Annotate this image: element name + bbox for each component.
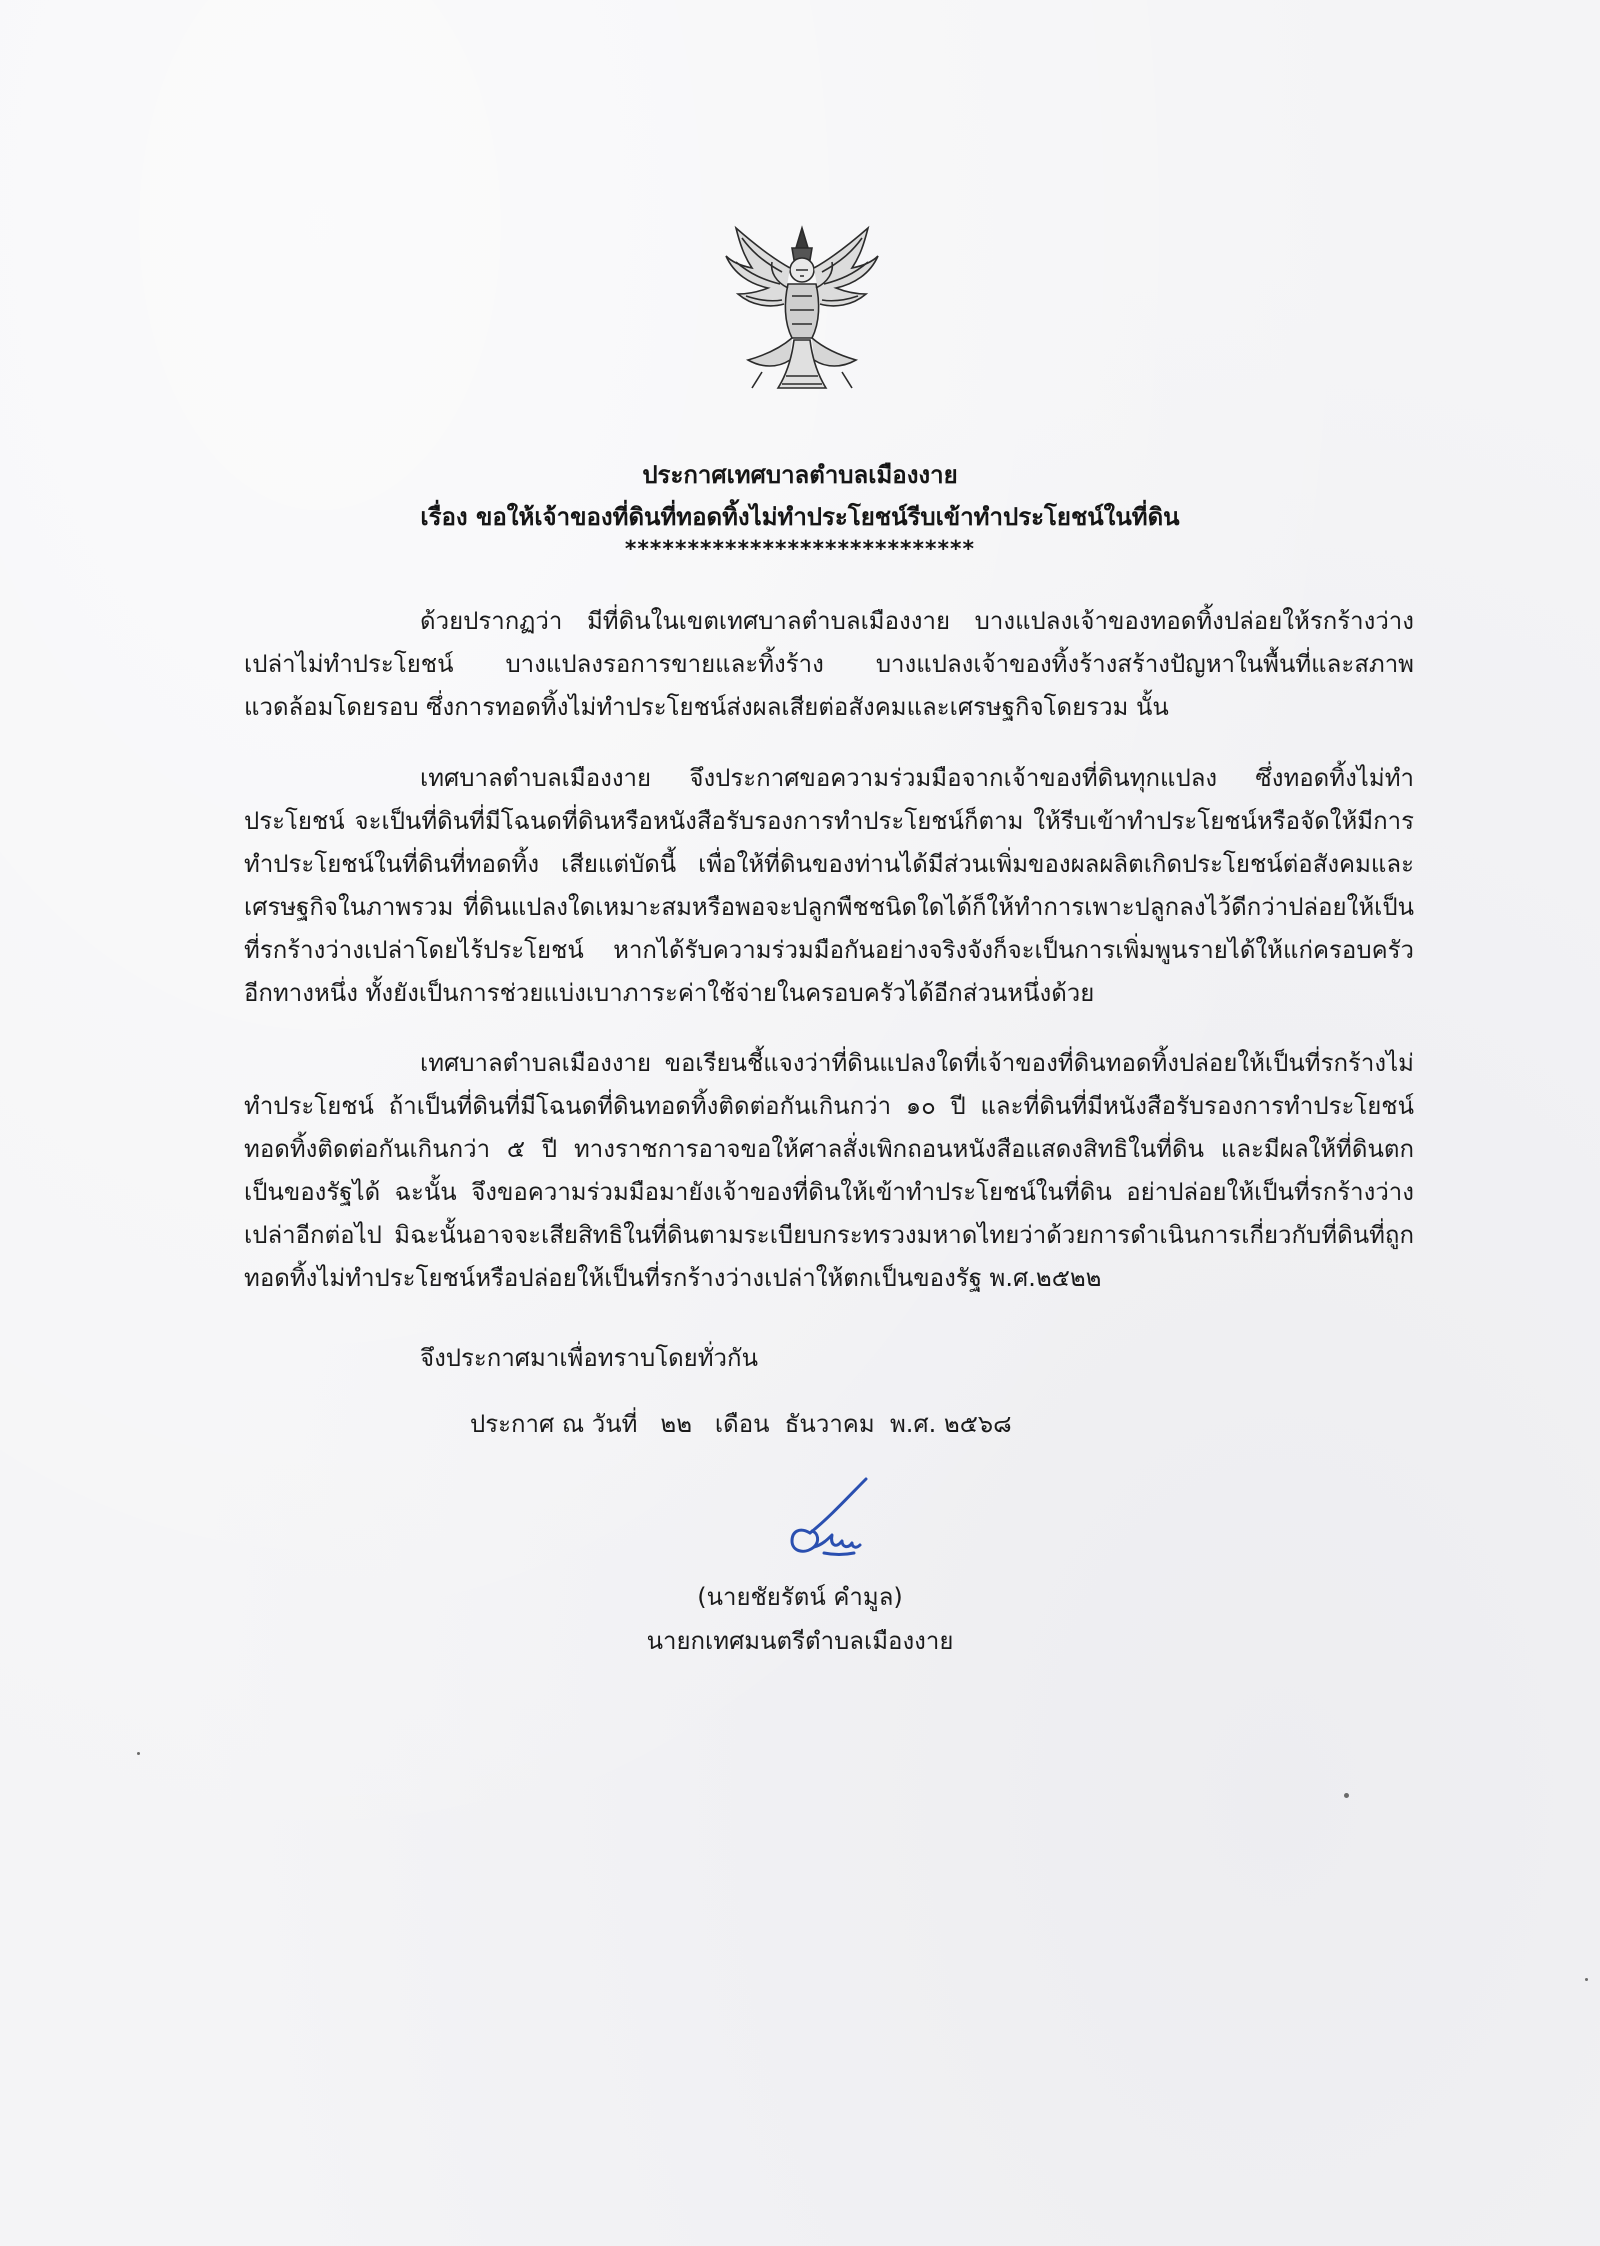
date-year-label: พ.ศ.	[889, 1410, 937, 1438]
signer-position: นายกเทศมนตรีตำบลเมืองงาย	[646, 1627, 954, 1655]
announcement-subject: เรื่อง ขอให้เจ้าของที่ดินที่ทอดทิ้งไม่ทำประโยชน์รีบเข้าทำประโยชน์ในที่ดิน	[420, 503, 1180, 531]
closing-line: จึงประกาศมาเพื่อทราบโดยทั่วกัน	[420, 1344, 758, 1372]
announcement-title: ประกาศเทศบาลตำบลเมืองงาย	[642, 461, 958, 489]
date-month-label: เดือน	[714, 1410, 770, 1438]
body-paragraph-2: เทศบาลตำบลเมืองงาย จึงประกาศขอความร่วมมือจากเจ้าของที่ดินทุกแปลง ซึ่งทอดทิ้งไม่ทำประโยชน์ จะเป็นที่ดินที่มีโฉนดที่ดินหรือหนังสือรับรองการทำประโยชน์ก็ตาม ให้รีบเข้าทำประโยชน์หรือจัดให้มีการทำประโยชน์ในที่ดินที่ทอดทิ้ง เสียแต่บัดนี้ เพื่อให้ที่ดินของท่านได้มีส่วนเพิ่มของผลผลิตเกิดประโยชน์ต่อสังคมและเศรษฐกิจในภาพรวม ที่ดินแปลงใดเหมาะสมหรือพอจะปลูกพืชชนิดใดได้ก็ให้ทำการเพาะปลูกลงไว้ดีกว่าปล่อยให้เป็นที่รกร้างว่างเปล่าโดยไร้ประโยชน์ หากได้รับความร่วมมือกันอย่างจริงจังก็จะเป็นการเพิ่มพูนรายได้ให้แก่ครอบครัวอีกทางหนึ่ง ทั้งยังเป็นการช่วยแบ่งเบาภาระค่าใช้จ่ายในครอบครัวได้อีกส่วนหนึ่งด้วย	[244, 764, 1414, 1007]
signer-name: (นายชัยรัตน์ คำมูล)	[697, 1583, 903, 1611]
date-prefix: ประกาศ ณ วันที่	[470, 1410, 638, 1438]
body-paragraph-3: เทศบาลตำบลเมืองงาย ขอเรียนชี้แจงว่าที่ดินแปลงใดที่เจ้าของที่ดินทอดทิ้งปล่อยให้เป็นที่รกร้างไม่ทำประโยชน์ ถ้าเป็นที่ดินที่มีโฉนดที่ดินทอดทิ้งติดต่อกันเกินกว่า ๑๐ ปี และที่ดินที่มีหนังสือรับรองการทำประโยชน์ทอดทิ้งติดต่อกันเกินกว่า ๕ ปี ทางราชการอาจขอให้ศาลสั่งเพิกถอนหนังสือแสดงสิทธิในที่ดิน และมีผลให้ที่ดินตกเป็นของรัฐได้ ฉะนั้น จึงขอความร่วมมือมายังเจ้าของที่ดินให้เข้าทำประโยชน์ในที่ดิน อย่าปล่อยให้เป็นที่รกร้างว่างเปล่าอีกต่อไป มิฉะนั้นอาจจะเสียสิทธิในที่ดินตามระเบียบกระทรวงมหาดไทยว่าด้วยการดำเนินการเกี่ยวกับที่ดินที่ถูกทอดทิ้งไม่ทำประโยชน์หรือปล่อยให้เป็นที่รกร้างว่างเปล่าให้ตกเป็นของรัฐ พ.ศ.๒๕๒๒	[244, 1049, 1414, 1292]
scan-speck	[137, 1752, 140, 1755]
scan-speck	[1585, 1978, 1588, 1981]
body-paragraph-1: ด้วยปรากฏว่า มีที่ดินในเขตเทศบาลตำบลเมืองงาย บางแปลงเจ้าของทอดทิ้งปล่อยให้รกร้างว่างเปล่าไม่ทำประโยชน์ บางแปลงรอการขายและทิ้งร้าง บางแปลงเจ้าของทิ้งร้างสร้างปัญหาในพื้นที่และสภาพแวดล้อมโดยรอบ ซึ่งการทอดทิ้งไม่ทำประโยชน์ส่งผลเสียต่อสังคมและเศรษฐกิจโดยรวม นั้น	[244, 607, 1414, 721]
date-day: ๒๒	[660, 1410, 693, 1438]
garuda-emblem-icon	[722, 222, 882, 394]
title-separator: ****************************	[624, 537, 976, 562]
date-month: ธันวาคม	[784, 1410, 875, 1438]
announcement-header	[0, 454, 1600, 562]
handwritten-signature	[780, 1475, 900, 1565]
scan-speck	[1344, 1793, 1349, 1798]
announcement-date	[470, 1403, 1012, 1446]
date-year: ๒๕๖๘	[943, 1410, 1012, 1438]
